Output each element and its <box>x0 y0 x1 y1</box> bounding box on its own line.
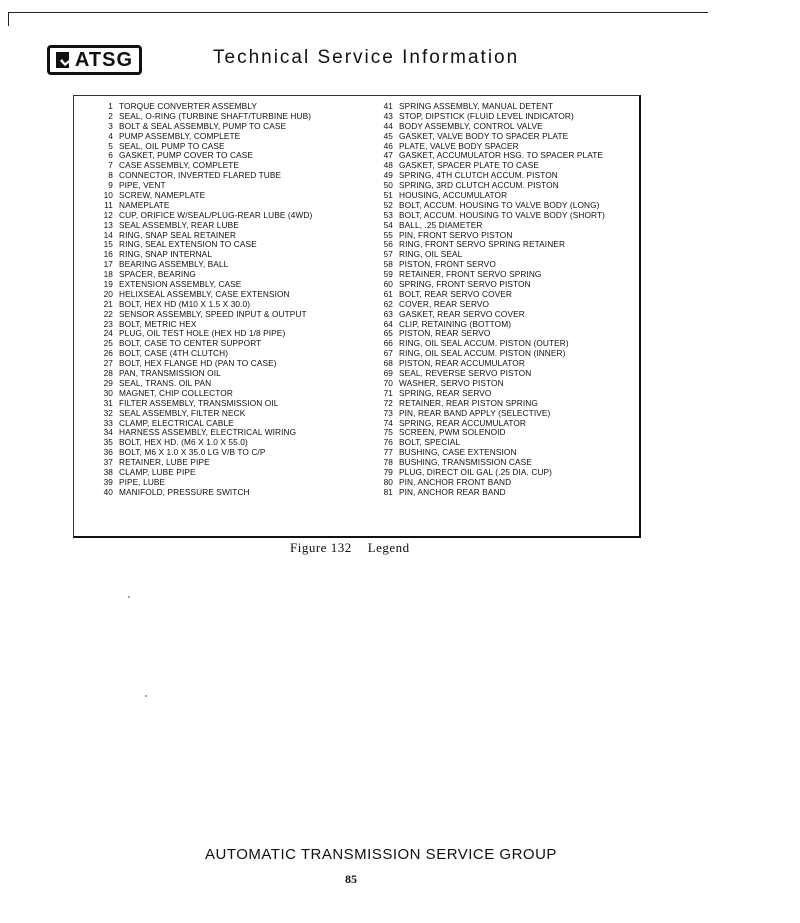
legend-item-text: GASKET, VALVE BODY TO SPACER PLATE <box>399 130 569 141</box>
legend-column-right <box>367 102 637 498</box>
legend-item-number: 74 <box>383 417 393 428</box>
legend-item-text: PIN, FRONT SERVO PISTON <box>399 229 513 240</box>
legend-item-number: 28 <box>103 368 113 379</box>
legend-item-number: 25 <box>103 338 113 349</box>
legend-item-text: PIPE, LUBE <box>119 476 166 487</box>
legend-item-number: 34 <box>103 427 113 438</box>
legend-item-text: EXTENSION ASSEMBLY, CASE <box>119 279 242 290</box>
legend-column-left <box>87 102 372 498</box>
legend-item-number: 21 <box>103 298 113 309</box>
legend-item-number: 55 <box>383 229 393 240</box>
legend-item-number: 10 <box>103 190 113 201</box>
figure-label: Legend <box>367 540 410 555</box>
legend-item-text: SPRING, REAR SERVO <box>399 387 492 398</box>
legend-item-number: 1 <box>108 101 113 111</box>
legend-item-text: SPRING ASSEMBLY, MANUAL DETENT <box>399 101 554 111</box>
atsg-logo <box>47 45 142 75</box>
legend-item-text: WASHER, SERVO PISTON <box>399 377 504 388</box>
legend-item-number: 80 <box>383 476 393 487</box>
legend-item-text: SPACER, BEARING <box>119 269 196 280</box>
legend-item-text: SCREEN, PWM SOLENOID <box>399 427 506 438</box>
legend-item-text: PIN, ANCHOR FRONT BAND <box>399 476 512 487</box>
legend-item-number: 23 <box>103 318 113 329</box>
legend-item-text: RING, OIL SEAL ACCUM. PISTON (OUTER) <box>399 338 569 349</box>
legend-item-text: PUMP ASSEMBLY, COMPLETE <box>119 130 241 141</box>
legend-item-number: 2 <box>108 110 113 121</box>
top-border-rule <box>8 12 708 13</box>
legend-item-number: 46 <box>383 140 393 151</box>
legend-item-number: 61 <box>383 288 393 299</box>
figure-caption <box>290 540 426 556</box>
scan-speck <box>128 596 130 598</box>
legend-item-number: 66 <box>383 338 393 349</box>
legend-item-number: 79 <box>383 466 393 477</box>
legend-item-text: PIN, REAR BAND APPLY (SELECTIVE) <box>399 407 551 418</box>
legend-item-text: BALL, .25 DIAMETER <box>399 219 483 230</box>
legend-item-number: 13 <box>103 219 113 230</box>
page-number: 85 <box>345 872 357 886</box>
legend-item-number: 20 <box>103 288 113 299</box>
legend-item-number: 27 <box>103 358 113 369</box>
legend-item-text: HARNESS ASSEMBLY, ELECTRICAL WIRING <box>119 427 297 438</box>
legend-item-text: BODY ASSEMBLY, CONTROL VALVE <box>399 120 543 131</box>
legend-item-text: CLIP, RETAINING (BOTTOM) <box>399 318 512 329</box>
legend-item-text: SEAL ASSEMBLY, REAR LUBE <box>119 219 239 230</box>
legend-item-text: SEAL ASSEMBLY, FILTER NECK <box>119 407 246 418</box>
legend-item-text: CLAMP, ELECTRICAL CABLE <box>119 417 234 428</box>
legend-item-number: 65 <box>383 328 393 339</box>
legend-item-text: GASKET, PUMP COVER TO CASE <box>119 150 254 161</box>
legend-item-number: 53 <box>383 209 393 220</box>
legend-item-number: 16 <box>103 249 113 260</box>
legend-item-number: 39 <box>103 476 113 487</box>
legend-item-number: 36 <box>103 447 113 458</box>
legend-item-number: 14 <box>103 229 113 240</box>
legend-item-number: 19 <box>103 279 113 290</box>
legend-item-text: PAN, TRANSMISSION OIL <box>119 368 221 379</box>
legend-item-text: CASE ASSEMBLY, COMPLETE <box>119 160 240 171</box>
legend-item-number: 47 <box>383 150 393 161</box>
legend-item-text: CLAMP, LUBE PIPE <box>119 466 196 477</box>
footer-organization: AUTOMATIC TRANSMISSION SERVICE GROUP <box>205 846 557 863</box>
legend-item-text: CONNECTOR, INVERTED FLARED TUBE <box>119 170 282 181</box>
legend-item-number: 77 <box>383 447 393 458</box>
legend-item-number: 69 <box>383 368 393 379</box>
legend-item-number: 26 <box>103 348 113 359</box>
legend-item-number: 64 <box>383 318 393 329</box>
legend-item-text: BOLT, ACCUM. HOUSING TO VALVE BODY (LONG) <box>399 199 600 210</box>
legend-item-number: 68 <box>383 358 393 369</box>
legend-item-number: 81 <box>383 486 393 497</box>
legend-item-number: 57 <box>383 249 393 260</box>
legend-item-number: 33 <box>103 417 113 428</box>
legend-item-text: BOLT, ACCUM. HOUSING TO VALVE BODY (SHORT) <box>399 209 605 220</box>
legend-item-text: SCREW, NAMEPLATE <box>119 190 206 201</box>
legend-item-number: 54 <box>383 219 393 230</box>
legend-item-text: SEAL, OIL PUMP TO CASE <box>119 140 225 151</box>
legend-item-text: MAGNET, CHIP COLLECTOR <box>119 387 233 398</box>
legend-item-text: GASKET, SPACER PLATE TO CASE <box>399 160 540 171</box>
legend-item-text: PLUG, DIRECT OIL GAL (.25 DIA. CUP) <box>399 466 553 477</box>
legend-item <box>367 488 637 498</box>
legend-item-text: GASKET, REAR SERVO COVER <box>399 308 525 319</box>
legend-item-number: 7 <box>108 160 113 171</box>
legend-item-number: 11 <box>104 199 113 210</box>
legend-item-number: 70 <box>383 377 393 388</box>
legend-item-number: 22 <box>103 308 113 319</box>
legend-box <box>73 95 641 538</box>
legend-item-text: RETAINER, LUBE PIPE <box>119 457 210 468</box>
legend-item-text: BOLT, CASE (4TH CLUTCH) <box>119 348 229 359</box>
legend-item-number: 35 <box>103 437 113 448</box>
legend-item-text: RETAINER, FRONT SERVO SPRING <box>399 269 542 280</box>
legend-item-text: PLUG, OIL TEST HOLE (HEX HD 1/8 PIPE) <box>119 328 286 339</box>
legend-item-number: 67 <box>383 348 393 359</box>
legend-item-number: 58 <box>383 259 393 270</box>
legend-item-text: SPRING, 4TH CLUTCH ACCUM. PISTON <box>399 170 558 181</box>
legend-item-number: 24 <box>103 328 113 339</box>
legend-item-text: RING, SNAP INTERNAL <box>119 249 213 260</box>
legend-item-text: BUSHING, TRANSMISSION CASE <box>399 457 532 468</box>
legend-item-text: RING, SEAL EXTENSION TO CASE <box>119 239 257 250</box>
legend-item-text: SENSOR ASSEMBLY, SPEED INPUT & OUTPUT <box>119 308 307 319</box>
legend-item-text: SEAL, TRANS. OIL PAN <box>119 377 212 388</box>
legend-item-text: SEAL, O-RING (TURBINE SHAFT/TURBINE HUB) <box>119 110 312 121</box>
legend-item-number: 56 <box>383 239 393 250</box>
legend-item-number: 8 <box>108 170 113 181</box>
legend-item-number: 60 <box>383 279 393 290</box>
legend-item-text: BOLT, M6 X 1.0 X 35.0 LG V/B TO C/P <box>119 447 266 458</box>
legend-item-number: 32 <box>103 407 113 418</box>
legend-item-text: BOLT, METRIC HEX <box>119 318 197 329</box>
legend-item-number: 5 <box>108 140 113 151</box>
legend-item-number: 15 <box>103 239 113 250</box>
legend-item-number: 30 <box>103 387 113 398</box>
legend-item-text: NAMEPLATE <box>119 199 170 210</box>
legend-item-text: SPRING, FRONT SERVO PISTON <box>399 279 531 290</box>
legend-item-number: 37 <box>103 457 113 468</box>
legend-item-number: 76 <box>383 437 393 448</box>
legend-item-number: 18 <box>103 269 113 280</box>
legend-item-text: GASKET, ACCUMULATOR HSG. TO SPACER PLATE <box>399 150 604 161</box>
legend-item-number: 48 <box>383 160 393 171</box>
page-title: Technical Service Information <box>213 47 520 68</box>
legend-item-text: RING, FRONT SERVO SPRING RETAINER <box>399 239 566 250</box>
legend-item-number: 12 <box>103 209 113 220</box>
legend-item-number: 49 <box>383 170 393 181</box>
legend-item-text: TORQUE CONVERTER ASSEMBLY <box>119 101 258 111</box>
legend-item-text: PISTON, FRONT SERVO <box>399 259 496 270</box>
legend-item-text: RING, OIL SEAL <box>399 249 463 260</box>
legend-item-number: 31 <box>103 397 113 408</box>
legend-item-number: 43 <box>383 110 393 121</box>
legend-item-text: SEAL, REVERSE SERVO PISTON <box>399 368 532 379</box>
legend-item-number: 71 <box>383 387 393 398</box>
legend-item-number: 75 <box>383 427 393 438</box>
legend-item-text: BOLT & SEAL ASSEMBLY, PUMP TO CASE <box>119 120 287 131</box>
legend-item-text: BOLT, SPECIAL <box>399 437 461 448</box>
legend-item-number: 62 <box>383 298 393 309</box>
legend-item-number: 45 <box>383 130 393 141</box>
logo-text: ATSG <box>74 48 133 71</box>
legend-item-text: CUP, ORIFICE W/SEAL/PLUG-REAR LUBE (4WD) <box>119 209 313 220</box>
legend-item-number: 44 <box>383 120 393 131</box>
legend-item-text: HELIXSEAL ASSEMBLY, CASE EXTENSION <box>119 288 290 299</box>
legend-item-number: 6 <box>108 150 113 161</box>
legend-item-text: BUSHING, CASE EXTENSION <box>399 447 517 458</box>
legend-item-text: PLATE, VALVE BODY SPACER <box>399 140 519 151</box>
legend-item-number: 3 <box>108 120 113 131</box>
legend-item-text: MANIFOLD, PRESSURE SWITCH <box>119 486 250 497</box>
legend-item-number: 29 <box>103 377 113 388</box>
legend-item-number: 9 <box>108 180 113 191</box>
legend-item-number: 72 <box>383 397 393 408</box>
legend-item <box>87 488 372 498</box>
legend-item-text: BOLT, HEX FLANGE HD (PAN TO CASE) <box>119 358 277 369</box>
legend-item-number: 59 <box>383 269 393 280</box>
legend-item-number: 78 <box>383 457 393 468</box>
legend-item-number: 38 <box>103 466 113 477</box>
legend-item-text: PISTON, REAR SERVO <box>399 328 491 339</box>
legend-item-number: 73 <box>383 407 393 418</box>
legend-item-text: BOLT, REAR SERVO COVER <box>399 288 513 299</box>
legend-item-text: RETAINER, REAR PISTON SPRING <box>399 397 538 408</box>
legend-item-text: BEARING ASSEMBLY, BALL <box>119 259 229 270</box>
legend-item-text: PIN, ANCHOR REAR BAND <box>399 486 506 497</box>
legend-item-number: 51 <box>383 190 393 201</box>
legend-item-number: 40 <box>103 486 113 497</box>
legend-item-number: 52 <box>383 199 393 210</box>
legend-item-number: 17 <box>103 259 113 270</box>
legend-item-text: RING, SNAP SEAL RETAINER <box>119 229 237 240</box>
legend-item-number: 50 <box>383 180 393 191</box>
legend-item-text: COVER, REAR SERVO <box>399 298 490 309</box>
legend-item-text: BOLT, HEX HD (M10 X 1.5 X 30.0) <box>119 298 251 309</box>
scan-speck <box>145 695 147 697</box>
top-border-tick <box>8 12 9 26</box>
legend-item-text: FILTER ASSEMBLY, TRANSMISSION OIL <box>119 397 279 408</box>
checkmark-icon <box>56 52 69 68</box>
legend-item-number: 63 <box>383 308 393 319</box>
legend-item-text: RING, OIL SEAL ACCUM. PISTON (INNER) <box>399 348 566 359</box>
legend-item-number: 41 <box>383 101 393 111</box>
legend-item-text: PISTON, REAR ACCUMULATOR <box>399 358 525 369</box>
legend-item-text: SPRING, REAR ACCUMULATOR <box>399 417 527 428</box>
figure-number: Figure 132 <box>290 540 352 555</box>
legend-item-text: STOP, DIPSTICK (FLUID LEVEL INDICATOR) <box>399 110 574 121</box>
legend-item-text: PIPE, VENT <box>119 180 166 191</box>
legend-item-text: SPRING, 3RD CLUTCH ACCUM. PISTON <box>399 180 559 191</box>
legend-item-text: BOLT, HEX HD. (M6 X 1.0 X 55.0) <box>119 437 248 448</box>
legend-item-number: 4 <box>108 130 113 141</box>
legend-item-text: HOUSING, ACCUMULATOR <box>399 190 508 201</box>
legend-item-text: BOLT, CASE TO CENTER SUPPORT <box>119 338 262 349</box>
